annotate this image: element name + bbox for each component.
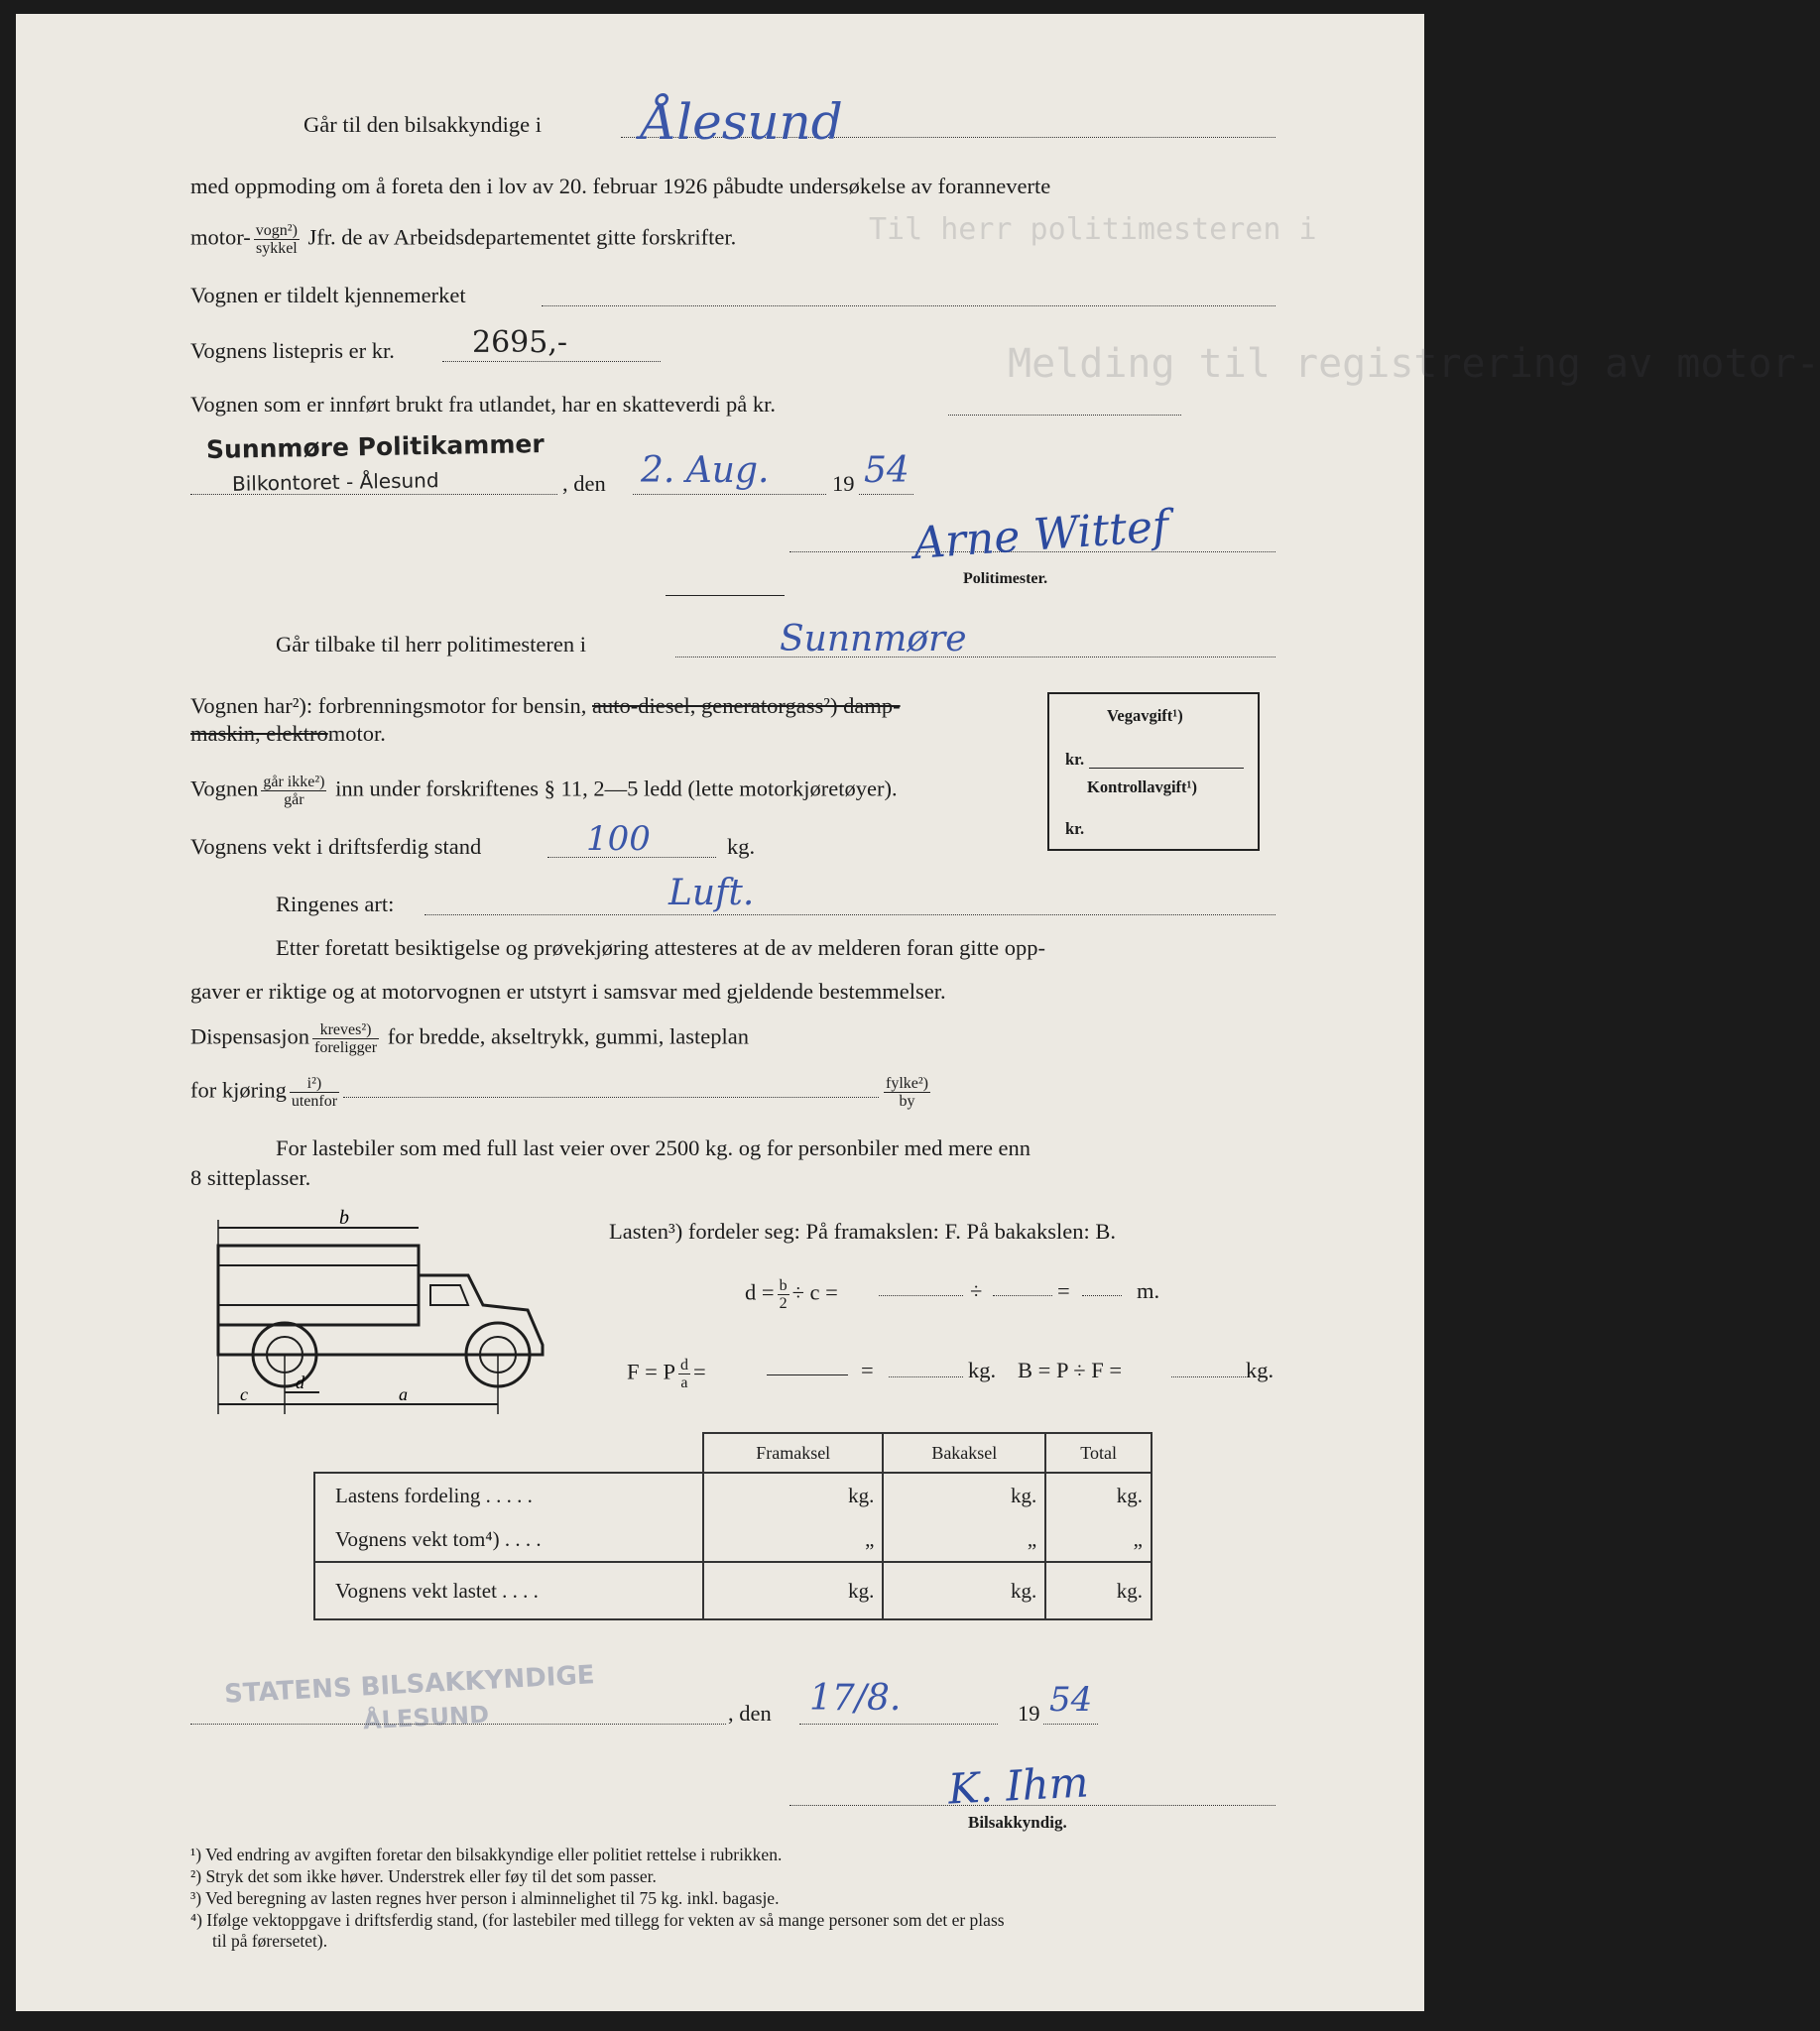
diagram-label-c: c	[240, 1384, 248, 1404]
cab-window	[430, 1285, 468, 1305]
formula-d-result[interactable]	[1082, 1295, 1122, 1296]
footnote-3: ³) Ved beregning av lasten regnes hver person i alminnelighet til 75 kg. inkl. bagasje.	[190, 1888, 780, 1908]
politimester-label: Politimester.	[963, 570, 1048, 587]
header-bakaksel: Bakaksel	[883, 1433, 1045, 1473]
police-date-handwritten: 2. Aug.	[641, 450, 770, 491]
attestation-line-2: gaver er riktige og at motorvognen er utstyrt i samsvar med gjeldende bestemmelser.	[190, 979, 946, 1004]
cell-0-0[interactable]: kg.	[703, 1473, 883, 1517]
driving-area-field[interactable]	[343, 1097, 879, 1098]
engine-type-line-2: maskin, elektromotor.	[190, 721, 386, 746]
cab	[218, 1275, 543, 1355]
line1-text: Går til den bilsakkyndige i	[303, 112, 542, 137]
attestation-line-1: Etter foretatt besiktigelse og prøvekjøring attesteres at de av melderen foran gitte opp-	[276, 935, 1045, 960]
cell-2-2[interactable]: kg.	[1045, 1562, 1152, 1619]
vegavgift-kr: kr.	[1065, 750, 1085, 769]
registration-mark-field[interactable]	[542, 305, 1275, 306]
load-distribution-heading: Lasten³) fordeler seg: På framakslen: F. På bakakslen: B.	[609, 1219, 1117, 1244]
inspector-year-field	[1043, 1724, 1098, 1725]
bed-slats	[218, 1265, 419, 1305]
formula-f-eq2: =	[861, 1358, 874, 1382]
formula-d: d = $\frac{b}{2}$ ÷ c =	[745, 1277, 838, 1312]
instruction-line-1	[303, 111, 542, 139]
operating-weight-unit: kg.	[727, 834, 756, 859]
inspector-stamp-line-1: STATENS BILSAKKYNDIGE	[223, 1660, 596, 1710]
police-signature: Arne Wittef	[911, 501, 1170, 569]
return-handwritten-district: Sunnmøre	[780, 619, 967, 659]
row-label-lastens-fordeling: Lastens fordeling . . . . .	[314, 1473, 703, 1517]
tyre-type-field[interactable]	[425, 914, 1275, 915]
table-row	[314, 1473, 1152, 1517]
formula-f-result[interactable]	[889, 1376, 963, 1377]
formula-d-div: ÷	[970, 1278, 983, 1303]
form-page	[16, 14, 1820, 2011]
operating-weight-handwritten: 100	[586, 819, 651, 859]
vegavgift-label: Vegavgift¹)	[1107, 706, 1183, 725]
formula-b: B = P ÷ F =	[1018, 1358, 1123, 1382]
instruction-line-2: med oppmoding om å foreta den i lov av 20. februar 1926 påbudte undersøkelse av foranneverte	[190, 174, 1051, 198]
operating-weight-label: Vognens vekt i driftsferdig stand	[190, 834, 482, 859]
bleed-through-text-2: Til herr politimesteren i	[869, 212, 1317, 247]
formula-d-eq: =	[1057, 1278, 1070, 1303]
inspector-date-handwritten: 17/8.	[809, 1678, 902, 1719]
formula-f-kg: kg.	[968, 1358, 997, 1382]
formula-f: F = P $\frac{d}{a}$ =	[627, 1357, 706, 1391]
line1-handwritten-city: Ålesund	[641, 93, 843, 151]
police-stamp-line-2: Bilkontoret - Ålesund	[231, 468, 439, 496]
police-year-prefix: 19	[832, 471, 855, 496]
lorry-clause-line-1: For lastebiler som med full last veier over 2500 kg. og for personbiler med mere enn	[276, 1135, 1031, 1160]
inspector-year-handwritten: 54	[1049, 1680, 1093, 1720]
vehicle-type-fraction: $\frac{\text{vogn²)}}{\text{sykkel}}$	[255, 222, 298, 257]
cell-2-0[interactable]: kg.	[703, 1562, 883, 1619]
header-framaksel: Framaksel	[703, 1433, 883, 1473]
separator-rule	[666, 595, 785, 596]
lorry-clause-line-2: 8 sitteplasser.	[190, 1165, 311, 1190]
row-label-vekt-tom: Vognens vekt tom⁴) . . . .	[314, 1517, 703, 1562]
vegavgift-field[interactable]	[1089, 768, 1244, 769]
diagram-label-a: a	[399, 1384, 408, 1404]
inspector-year-prefix: 19	[1018, 1701, 1040, 1726]
tyre-type-label: Ringenes art:	[276, 892, 395, 916]
list-price-handwritten: 2695,-	[472, 325, 568, 360]
police-year-handwritten: 54	[864, 450, 910, 491]
formula-d-field-1[interactable]	[879, 1295, 963, 1296]
footnote-1: ¹) Ved endring av avgiften foretar den bilsakkyndige eller politiet rettelse i rubrikken.	[190, 1845, 783, 1864]
instruction-line-3: motor- $\frac{\text{vogn²)}}{\text{sykkel}}$ Jfr. de av Arbeidsdepartementet gitte forskrifter.	[190, 222, 737, 257]
axle-load-table	[313, 1432, 1153, 1620]
driving-area-line: for kjøring $\frac{\text{i²)}}{\text{utenfor}}$	[190, 1075, 338, 1110]
engine-type-line-1: Vognen har²): forbrenningsmotor for bensin, auto-diesel, generatorgass²) damp-	[190, 693, 901, 718]
return-label: Går tilbake til herr politimesteren i	[276, 632, 587, 657]
load-bed	[218, 1246, 419, 1325]
truck-diagram	[200, 1206, 587, 1424]
row-label-vekt-lastet: Vognens vekt lastet . . . .	[314, 1562, 703, 1619]
inspector-date-label: , den	[728, 1701, 772, 1726]
inspector-place-field	[190, 1724, 726, 1725]
kontrollavgift-kr: kr.	[1065, 819, 1085, 838]
formula-b-result[interactable]	[1171, 1376, 1246, 1377]
formula-f-field-1[interactable]	[767, 1374, 848, 1375]
diagram-label-d: d	[296, 1373, 304, 1392]
footnote-4: ⁴) Ifølge vektoppgave i driftsferdig stand, (for lastebiler med tillegg for vekten av så mange personer som det er plass	[190, 1910, 1005, 1930]
inspector-date-field[interactable]	[799, 1724, 998, 1725]
bilsakkyndig-label: Bilsakkyndig.	[968, 1813, 1067, 1832]
kontrollavgift-label: Kontrollavgift¹)	[1087, 777, 1197, 796]
police-place-field	[190, 494, 557, 495]
import-tax-value-label: Vognen som er innført brukt fra utlandet, har en skatteverdi på kr.	[190, 392, 777, 417]
cell-1-1[interactable]: „	[883, 1517, 1045, 1562]
dispensation-line: Dispensasjon $\frac{\text{kreves²)}}{\text{foreligger}}$ for bredde, akseltrykk, gummi, lasteplan	[190, 1021, 749, 1056]
police-stamp-line-1: Sunnmøre Politikammer	[205, 429, 545, 464]
cell-2-1[interactable]: kg.	[883, 1562, 1045, 1619]
cell-0-1[interactable]: kg.	[883, 1473, 1045, 1517]
light-vehicle-line: Vognen $\frac{\text{går ikke²)}}{\text{går}}$ inn under forskriftenes § 11, 2—5 ledd (lette motorkjøretøyer).	[190, 774, 898, 808]
police-date-label: , den	[562, 471, 606, 496]
inspector-stamp-line-2: ÅLESUND	[362, 1700, 490, 1735]
struck-engine-options: auto-diesel, generatorgass²) damp-	[592, 693, 901, 718]
police-date-field[interactable]	[633, 494, 826, 495]
registration-mark-label: Vognen er tildelt kjennemerket	[190, 283, 466, 307]
table-row	[314, 1562, 1152, 1619]
formula-b-kg: kg.	[1246, 1358, 1274, 1382]
table-header-row	[314, 1433, 1152, 1473]
table-row	[314, 1517, 1152, 1562]
inspector-signature: K. Ihm	[946, 1757, 1090, 1814]
police-year-field	[859, 494, 913, 495]
cell-1-2[interactable]: „	[1045, 1517, 1152, 1562]
header-total: Total	[1045, 1433, 1152, 1473]
bleed-through-text: Melding til registrering av motor-	[1008, 341, 1820, 387]
tyre-type-handwritten: Luft.	[668, 873, 755, 913]
footnote-2: ²) Stryk det som ikke høver. Understrek eller føy til det som passer.	[190, 1866, 657, 1886]
formula-d-field-2[interactable]	[993, 1295, 1052, 1296]
footnote-4-cont: til på førersetet).	[212, 1931, 328, 1951]
list-price-label: Vognens listepris er kr.	[190, 338, 395, 363]
formula-d-unit: m.	[1137, 1278, 1160, 1303]
list-price-field[interactable]	[442, 361, 661, 362]
import-tax-value-field[interactable]	[948, 415, 1181, 416]
cell-0-2[interactable]: kg.	[1045, 1473, 1152, 1517]
driving-area-suffix: $\frac{\text{fylke²)}}{by}$	[886, 1075, 928, 1110]
fee-box	[1047, 692, 1260, 851]
cell-1-0[interactable]: „	[703, 1517, 883, 1562]
diagram-label-b: b	[339, 1207, 349, 1229]
